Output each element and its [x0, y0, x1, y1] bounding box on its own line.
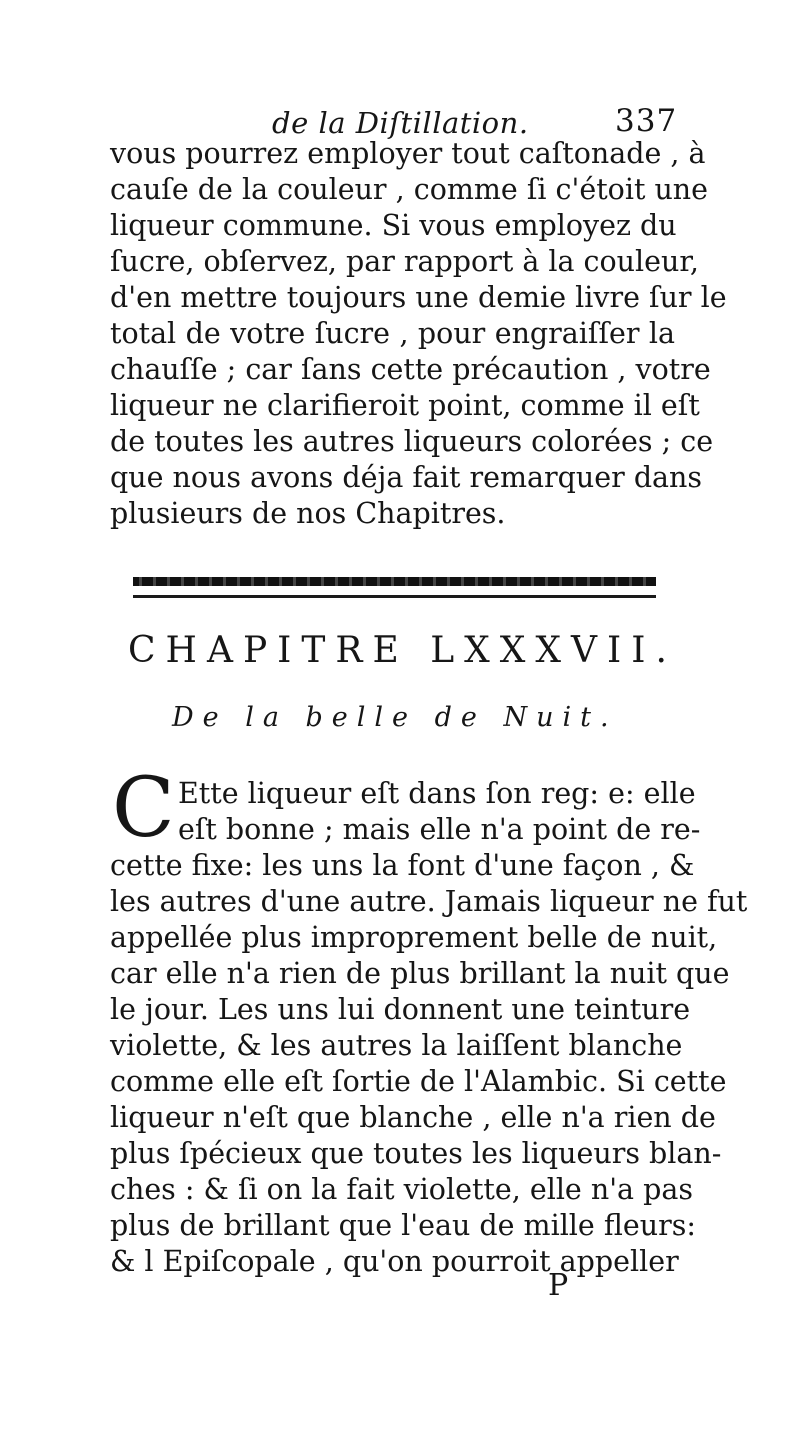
- text-line: plus ſpécieux que toutes les liqueurs blan-: [110, 1137, 722, 1170]
- text-line: Ette liqueur eſt dans ſon reg: e: elle: [178, 777, 696, 810]
- text-line: total de votre ſucre , pour engraiſſer la: [110, 317, 675, 350]
- divider-rule: [133, 595, 656, 598]
- chapter-heading: CHAPITRE LXXXVII.: [128, 630, 677, 671]
- text-line: plusieurs de nos Chapitres.: [110, 497, 506, 530]
- chapter-subtitle: De la belle de Nuit.: [172, 702, 618, 733]
- text-line: le jour. Les uns lui donnent une teinture: [110, 993, 691, 1026]
- drop-cap: C: [112, 761, 175, 856]
- text-line: ſucre, obſervez, par rapport à la couleur,: [110, 245, 699, 278]
- ornamental-rule: [133, 577, 656, 586]
- text-line: vous pourrez employer tout caſtonade , à: [110, 137, 706, 170]
- text-line: & l Epiſcopale , qu'on pourroit appeller: [110, 1245, 679, 1278]
- text-line: de toutes les autres liqueurs colorées ; ce: [110, 425, 714, 458]
- text-line: chauſſe ; car ſans cette précaution , votre: [110, 353, 711, 386]
- running-head: de la Diſtillation.: [272, 106, 529, 140]
- text-line: ches : & ſi on la fait violette, elle n'a pas: [110, 1173, 693, 1206]
- text-line: violette, & les autres la laiſſent blanche: [110, 1029, 683, 1062]
- text-line: cette fixe: les uns la font d'une façon , &: [110, 849, 695, 882]
- text-line: comme elle eſt ſortie de l'Alambic. Si cette: [110, 1065, 727, 1098]
- text-line: les autres d'une autre. Jamais liqueur ne fut: [110, 885, 748, 918]
- text-line: d'en mettre toujours une demie livre ſur le: [110, 281, 727, 314]
- text-line: que nous avons déja fait remarquer dans: [110, 461, 703, 494]
- text-line: plus de brillant que l'eau de mille fleurs:: [110, 1209, 696, 1242]
- text-line: liqueur commune. Si vous employez du: [110, 209, 677, 242]
- text-line: appellée plus improprement belle de nuit,: [110, 921, 718, 954]
- text-line: eſt bonne ; mais elle n'a point de re-: [178, 813, 701, 846]
- page-number: 337: [615, 103, 678, 139]
- catchword-signature: P: [548, 1268, 569, 1303]
- text-line: liqueur n'eſt que blanche , elle n'a rien de: [110, 1101, 716, 1134]
- text-line: cauſe de la couleur , comme ſi c'étoit une: [110, 173, 709, 206]
- text-line: car elle n'a rien de plus brillant la nuit que: [110, 957, 730, 990]
- text-line: liqueur ne clarifieroit point, comme il eſt: [110, 389, 700, 422]
